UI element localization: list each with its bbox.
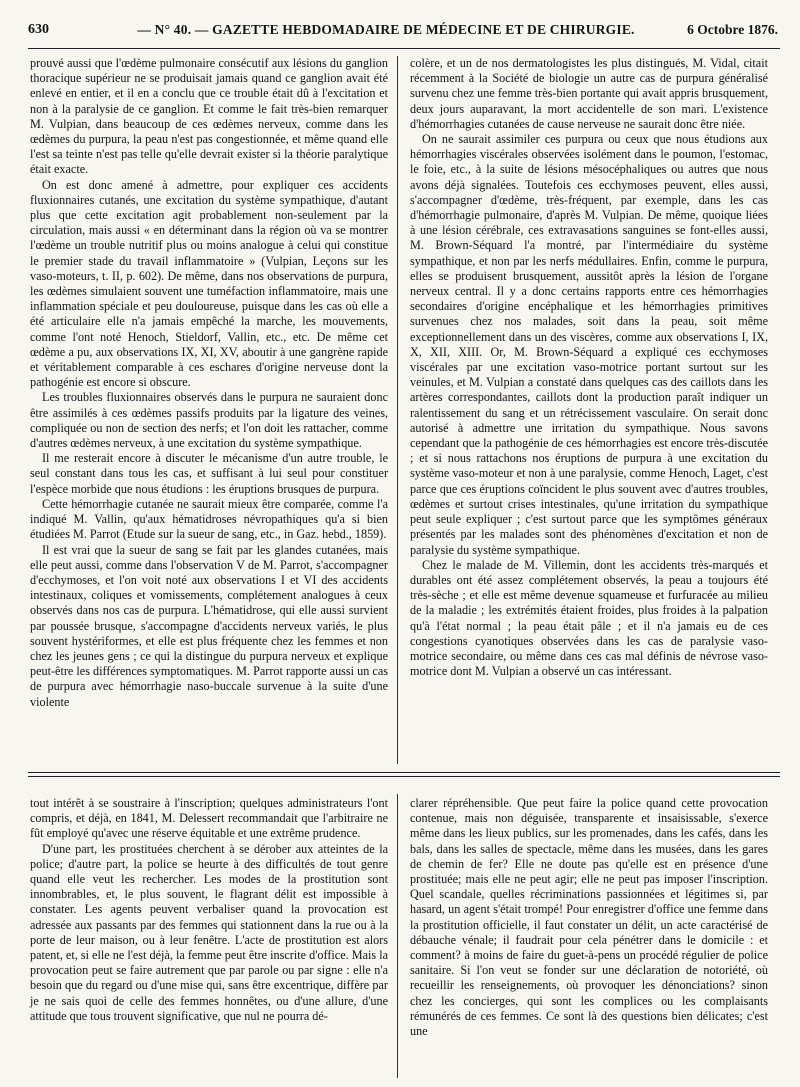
journal-title: — N° 40. — GAZETTE HEBDOMADAIRE DE MÉDECINE ET DE CHIRURGIE. — [137, 22, 635, 37]
page-header — [28, 8, 780, 48]
paragraph: Il me resterait encore à discuter le mécanisme d'un autre trouble, le seul constant dans tous les cas, et suffisant à lui seul pour constituer l'espèce morbide que nous étudions : les éruptions brusques de purpura. — [30, 451, 388, 496]
bottom-left-column — [30, 796, 388, 1024]
top-left-column — [30, 56, 388, 710]
paragraph: prouvé aussi que l'œdème pulmonaire consécutif aux lésions du ganglion thoracique supérieur ne se produisait jamais quand ce ganglion avait été enlevé en entier, et il en a conclu que ce trouble était dû à l'excitation et non à la paralysie de ce ganglion. Et comme le fait très-bien remarquer M. Vulpian, dans beaucoup de ces œdèmes nerveux, comme dans les œdèmes du purpura, la peau n'est pas congestionnée, et même quand elle l'est sa teinte n'est pas telle qu'elle devrait exister si la théorie paralytique était exacte. — [30, 56, 388, 177]
top-right-column — [410, 56, 768, 679]
paragraph: colère, et un de nos dermatologistes les plus distingués, M. Vidal, citait récemment à la Société de biologie un autre cas de purpura généralisé survenu chez une femme très-bien portante qui avait appris brusquement, deux jours auparavant, la mort accidentelle de son mari. L'existence d'hémorrhagies cutanées de cause nerveuse ne saurait donc être niée. — [410, 56, 768, 131]
bottom-right-column — [410, 796, 768, 1039]
paragraph: Cette hémorrhagie cutanée ne saurait mieux être comparée, comme l'a indiqué M. Vallin, qu'aux hématidroses névropathiques qu'a si bien étudiées M. Parrot (Etude sur la sueur de sang, etc., in Gaz. hebd., 1859). — [30, 496, 388, 542]
paragraph: clarer répréhensible. Que peut faire la police quand cette provocation contenue, mais non déguisée, transparente et insaisissable, s'exerce même dans les lieux publics, sur les promenades, dans les cafés, dans les bals, dans les salles de spectacle, même dans les musées, dans les gares de chemin de fer? Elle ne doute pas qu'elle est en présence d'une prostituée; mais elle ne peut agir; elle ne peut pas imposer l'inscription. Quel scandale, quelles récriminations passionnées et légitimes si, par hasard, un agent s'était trompé! Pour enregistrer d'office une femme dans la prostitution officielle, il faut constater un délit, un acte caractérisé de débauche vénale; il faudrait pour cela pénétrer dans le domicile : et comment? à moins de faire du guet-à-pens un procédé régulier de police sanitaire. Si l'on veut se fonder sur une déclaration de notoriété, où recueillir les renseignements, où provoquer les dénonciations? sinon chez les concierges, qui sont les complices ou les complaisants rémunérés de ces femmes. Ce sont là des questions bien délicates; c'est une — [410, 796, 768, 1039]
page-number: 630 — [28, 22, 49, 37]
section-divider — [28, 772, 780, 773]
paragraph: Il est vrai que la sueur de sang se fait par les glandes cutanées, mais elle peut aussi, comme dans l'observation V de M. Parrot, s'accompagner d'ecchymoses, et l'on voit noté aux observations I et VI des accidents intestinaux, coliques et vomissements, complétement analogues à ceux observés dans nos cas de purpura. L'hématidrose, qui elle aussi survient par poussée brusque, s'accompagne d'accidents nerveux variés, le plus souvent hystériformes, et elle est plus fréquente chez les femmes et non chez les jeunes gens ; ce qui la distingue du purpura nerveux et explique peut-être les différences symptomatiques. M. Parrot rapporte aussi un cas de purpura avec hémorrhagie naso-buccale survenue à la suite d'une violente — [30, 542, 388, 709]
section-divider-thin — [28, 776, 780, 777]
column-divider — [397, 794, 398, 1078]
issue-date: 6 Octobre 1876. — [687, 22, 778, 37]
paragraph: D'une part, les prostituées cherchent à se dérober aux atteintes de la police; d'autre part, la police se heurte à des difficultés de tout genre quand elle veut les rechercher. Les modes de la prostitution sont innombrables, et, le plus souvent, le flagrant délit est impossible à constater. Les agents peuvent verbaliser quand la provocation est adressée aux passants par des femmes qui stationnent dans la rue ou à la porte de leur maison, ou à leur fenêtre. L'acte de prostitution est alors patent, et, si elle ne l'est déjà, la femme peut être inscrite d'office. Mais la provocation peut se faire autrement que par parole ou par signe : elle n'a besoin que du regard ou d'une mise qui, sans être excentrique, diffère par je ne sais quoi de celle des femmes honnêtes, ou d'une allure, d'une attitude que tous trouvent significative, que nul ne pourra dé- — [30, 841, 388, 1023]
header-rule — [28, 48, 780, 49]
paragraph: On ne saurait assimiler ces purpura ou ceux que nous étudions aux hémorrhagies viscérales observées isolément dans le poumon, l'estomac, le foie, etc., à la suite de lésions mésocéphaliques ou autres que nous avons déjà signalées. Toutefois ces ecchymoses peuvent, elles aussi, s'accompagner d'œdème, très-fréquent, par exemple, dans les cas d'hémorrhagie pulmonaire, d'après M. Vulpian. De même, quoique liées à une lésion cérébrale, ces extravasations sanguines se font-elles aussi, M. Brown-Séquard l'a montré, par l'intermédiaire du système sympathique, et non par les nerfs médullaires. Enfin, comme le purpura, elles se produisent brusquement, aussitôt après la lésion de l'organe nerveux central. Il y a donc certains rapports entre ces hémorrhagies secondaires d'origine encéphalique et les hémorrhagies primitives survenues chez nos malades, soit dans la peau, soit même exceptionnellement dans un des viscères, comme aux observations I, IX, X, XII, XIII. Or, M. Brown-Séquard a expliqué ces ecchymoses viscérales par une excitation vaso-motrice portant surtout sur les veinules, et M. Vulpian a constaté dans quelques cas des caillots dans les artères correspondantes, caillots dont la production paraît indiquer un ralentissement du sang et un rétrécissement vasculaire. On serait donc autorisé à admettre une irritation du sympathique. Nous savons cependant que la pathogénie de ces hémorrhagies est encore très-discutée ; et si nous rattachons nos éruptions de purpura à une excitation du système vaso-moteur et non à une paralysie, comme Henoch, Laget, c'est parce que ces éruptions coïncident le plus souvent avec d'autres troubles, œdèmes et surtout crises intestinales, qu'une irritation du sympathique peut seule expliquer ; c'est surtout parce que les symptômes généraux présentés par les malades sont des phénomènes d'excitation et non de paralysie du système sympathique. — [410, 132, 768, 557]
paragraph: Les troubles fluxionnaires observés dans le purpura ne sauraient donc être assimilés à ces œdèmes passifs produits par la ligature des veines, compliquée ou non de section des nerfs; et l'on doit les rattacher, comme d'autres œdèmes nerveux, à une excitation du système sympathique. — [30, 390, 388, 451]
paragraph: On est donc amené à admettre, pour expliquer ces accidents fluxionnaires cutanés, une excitation du système sympathique, d'autant plus que cette excitation agit probablement non-seulement par la circulation, mais aussi « en déterminant dans la région où va se montrer l'œdème un trouble nutritif plus ou moins analogue à celui qui constitue le premier stade du travail inflammatoire » (Vulpian, Leçons sur les vaso-moteurs, t. II, p. 602). De même, dans nos observations de purpura, les œdèmes simulaient souvent une tuméfaction inflammatoire, mais une inflammation spéciale et peu douloureuse, puisque dans les cas où elle a été articulaire elle n'a jamais empêché la marche, les mouvements, comme l'ont noté Henoch, Stieldorf, Vallin, etc., etc. De même cet œdème a pu, aux observations IX, XI, XV, aboutir à une gangrène rapide et véritablement comparable à ces eschares d'origine nerveuse dont la pathogénie est encore si obscure. — [30, 177, 388, 390]
paragraph: Chez le malade de M. Villemin, dont les accidents très-marqués et durables ont été assez complétement observés, la peau a toujours été très-sèche ; et elle est même devenue squameuse et furfuracée au milieu de la maladie ; les extrémités étaient froides, plus froides à la palpation qu'à l'état normal ; la peau était pâle ; et il n'a jamais eu de ces congestions cyanotiques observées dans les cas de paralysie vaso-motrice secondaire, ou même dans ces cas mal définis de névrose vaso-motrice dont M. Vulpian a observé un cas intéressant. — [410, 557, 768, 679]
column-divider — [397, 56, 398, 764]
paragraph: tout intérêt à se soustraire à l'inscription; quelques administrateurs l'ont compris, et déjà, en 1841, M. Delessert recommandait que l'arbitraire ne fût employé qu'avec une réserve équitable et une extrême prudence. — [30, 796, 388, 841]
